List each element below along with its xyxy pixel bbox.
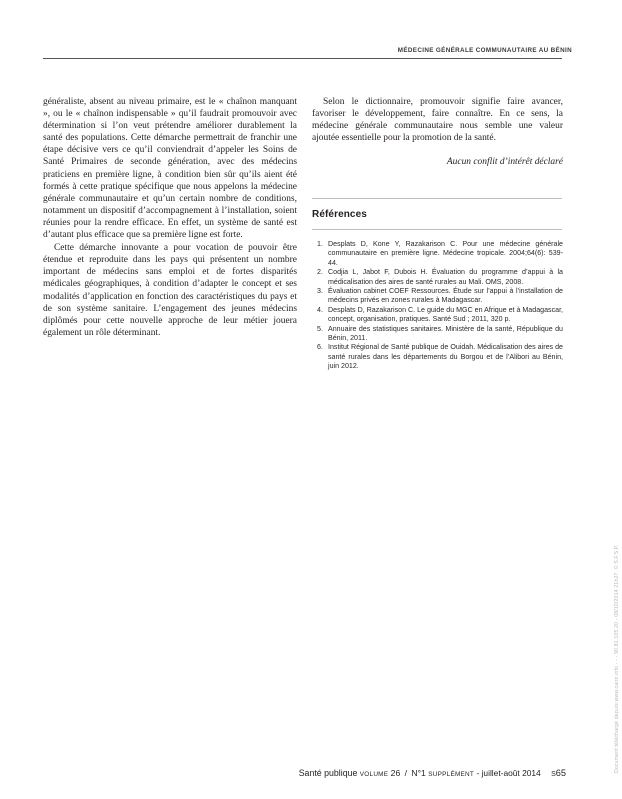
reference-number: 1. [317,240,323,248]
reference-text: Desplats D, Razakarison C. Le guide du MGC en Afrique et à Madagascar, concept, organisation, pratiques. Santé Sud ; 2011, 320 p. [328,305,564,324]
reference-item [312,325,563,344]
body-paragraph: Selon le dictionnaire, promouvoir signifie faire avancer, favoriser le développement, faire connaître. En ce sens, la médecine générale communautaire nous semble une valeur ajoutée essentielle pour la promotion de la santé. [312,97,563,144]
journal-name: Santé publique [298,768,358,778]
reference-item [312,268,563,287]
reference-text: Annuaire des statistiques sanitaires. Ministère de la santé, République du Bénin, 2011. [328,324,563,343]
reference-item [312,343,563,371]
reference-number: 4. [317,305,323,314]
page-number-value: 65 [555,768,566,778]
reference-number: 6. [317,343,323,352]
right-column [312,96,563,144]
reference-text: Institut Régional de Santé publique de Ouidah. Médicalisation des aires de santé rurales dans les départements du Borgou et de l’Alibori au Bénin, juin 2012. [328,343,563,371]
reference-item [312,306,563,325]
page-number [551,768,566,778]
reference-number: 2. [317,268,323,277]
page-footer [262,768,566,778]
reference-text: Desplats D, Kone Y, Razakarison C. Pour une médecine générale communautaire en première ligne. Médecine tropicale. 2004;64(6): 539-44. [328,240,563,267]
reference-item [312,240,563,268]
supplement-label: SUPPLÉMENT [428,771,475,778]
reference-number: 5. [317,324,323,333]
references-heading: Références [312,209,367,220]
volume-separator: / [404,768,408,778]
left-column [43,96,297,339]
issue-number: N°1 [411,768,426,778]
reference-text: Évaluation cabinet COEF Ressources. Étude sur l’appui à l’installation de médecins privés en zones rurales à Madagascar. [328,287,563,305]
references-rule-top [312,198,562,199]
body-paragraph: Cette démarche innovante a pour vocation de pouvoir être étendue et reproduite dans les pays qui présentent un nombre important de médecins sans emploi et de fortes disparités médicales géographiques, à condition d’adapter le concept et ses modalités d’application en fonction des caractéristiques du pays et de son système sanitaire. L’engagement des jeunes médecins diplômés pour cette nouvelle approche de leur métier jouera également un rôle déterminant. [43,243,297,338]
conflict-statement: Aucun conflit d’intérêt déclaré [446,157,563,167]
issue-date: - juillet-août 2014 [476,768,541,778]
reference-text: Codjia L, Jabot F, Dubois H. Évaluation du programme d’appui à la médicalisation des aires de santé rurales au Mali. OMS, 2008. [328,268,563,286]
running-header: MÉDECINE GÉNÉRALE COMMUNAUTAIRE AU BÉNIN [397,47,572,54]
body-paragraph: généraliste, absent au niveau primaire, est le « chaînon manquant », ou le « chaînon indispensable » qu’il faudrait promouvoir avec détermination si l’on veut prétendre améliorer durablement la santé des populations. Cette démarche permettrait de franchir une étape décisive vers ce qu’il conviendrait d’appeler les Soins de Santé Primaires de seconde génération, avec des médecins praticiens en première ligne, à condition bien sûr qu’ils aient été formés à cette pratique spécifique que nous appelons la médecine générale communautaire et qu’un certain nombre de conditions, notamment un dispositif d’accompagnement à l’installation, soient réunies pour la rendre efficace. En effet, un système de santé est d’autant plus efficace que sa première ligne est forte. [43,97,297,241]
download-watermark: Document téléchargé depuis www.cairn.info - - - 90.81.105.20 - 08/10/2014 21h27. © S.F.S.P. [614,544,620,773]
references-list [312,240,563,372]
reference-item [312,287,563,306]
header-rule [43,58,562,59]
volume-label: VOLUME [359,771,389,778]
reference-number: 3. [317,287,323,296]
references-rule-bottom [312,229,562,230]
page-prefix: S [551,771,556,778]
volume-number: 26 [390,768,401,778]
